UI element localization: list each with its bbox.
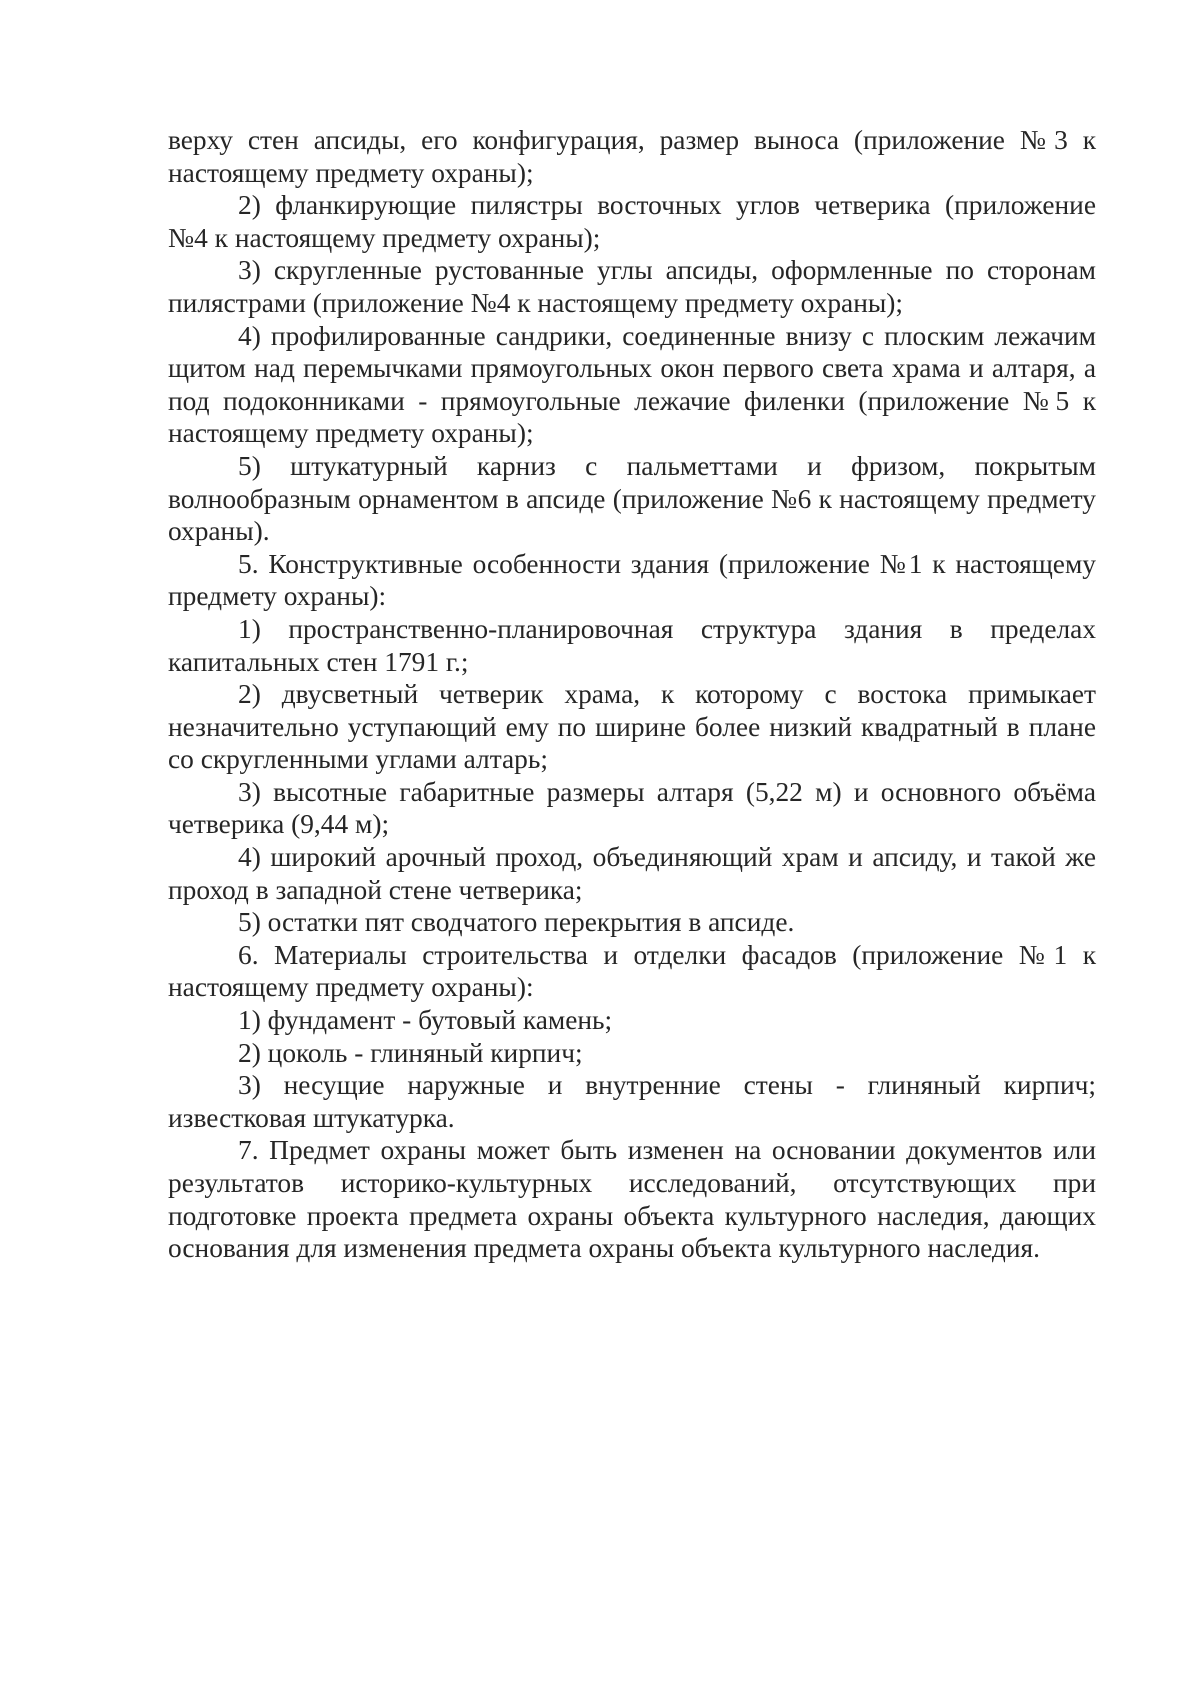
paragraph-item-chetverik: 2) двусветный четверик храма, к которому с востока примыкает незначительно уступающий ему по ширине более низкий квадратный в плане со скругленными углами алтарь; <box>168 679 1096 775</box>
section-7-paragraph: 7. Предмет охраны может быть изменен на основании документов или результатов историко-культурных исследований, отсутствующих при подготовке проекта предмета охраны объекта культурного наследия, дающих основания для изменения предмета охраны объекта культурного наследия. <box>168 1135 1096 1264</box>
paragraph-item-spatial-structure: 1) пространственно-планировочная структура здания в пределах капитальных стен 1791 г.; <box>168 613 1096 677</box>
section-6-heading: 6. Материалы строительства и отделки фасадов (приложение №1 к настоящему предмету охраны): <box>168 939 1096 1003</box>
paragraph-item-sandriks: 4) профилированные сандрики, соединенные внизу с плоским лежачим щитом над перемычками прямоугольных окон первого света храма и алтаря, а под подоконниками - прямоугольные лежачие филенки (приложение №5 к настоящему предмету охраны); <box>168 320 1096 449</box>
paragraph-item-vault-remains: 5) остатки пят сводчатого перекрытия в апсиде. <box>238 907 795 938</box>
paragraph-item-foundation: 1) фундамент - бутовый камень; <box>238 1005 613 1036</box>
paragraph-item-pilasters: 2) фланкирующие пилястры восточных углов четверика (приложение №4 к настоящему предмету охраны); <box>168 190 1096 253</box>
paragraph-item-walls: 3) несущие наружные и внутренние стены - глиняный кирпич; известковая штукатурка. <box>168 1070 1096 1133</box>
section-5-heading: 5. Конструктивные особенности здания (приложение №1 к настоящему предмету охраны): <box>168 548 1096 612</box>
paragraph-cornice-continuation: верху стен апсиды, его конфигурация, размер выноса (приложение №3 к настоящему предмету охраны); <box>168 125 1096 188</box>
document-body <box>168 124 1096 1265</box>
paragraph-item-plinth: 2) цоколь - глиняный кирпич; <box>238 1037 583 1068</box>
paragraph-item-plaster-cornice: 5) штукатурный карниз с пальметтами и фризом, покрытым волнообразным орнаментом в апсиде (приложение №6 к настоящему предмету охраны). <box>168 450 1096 547</box>
paragraph-item-arch-passage: 4) широкий арочный проход, объединяющий храм и апсиду, и такой же проход в западной стене четверика; <box>168 842 1096 905</box>
paragraph-item-rusticated-corners: 3) скругленные рустованные углы апсиды, оформленные по сторонам пилястрами (приложение №4 к настоящему предмету охраны); <box>168 255 1096 318</box>
paragraph-item-heights: 3) высотные габаритные размеры алтаря (5,22 м) и основного объёма четверика (9,44 м); <box>168 776 1096 840</box>
